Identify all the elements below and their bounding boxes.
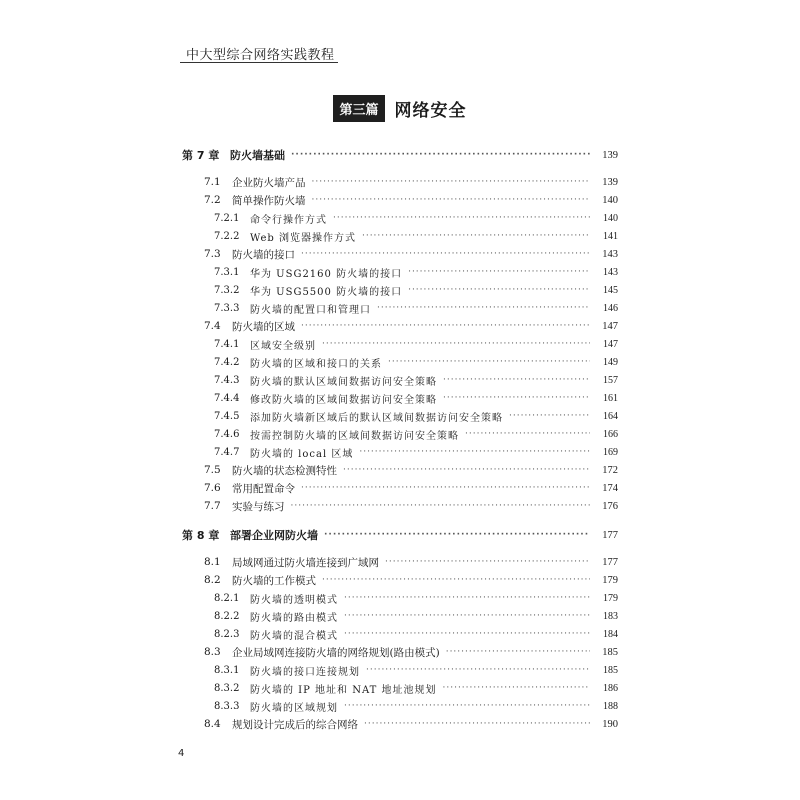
dot-leader (322, 574, 590, 586)
dot-leader (366, 664, 590, 676)
dot-leader (324, 529, 590, 541)
toc-entry-page: 184 (603, 628, 618, 640)
toc-entry-number: 7.4.3 (214, 374, 240, 386)
toc-entry-number: 8.3.1 (214, 664, 240, 676)
toc-entry-chapter[interactable] (182, 525, 618, 545)
dot-leader (344, 610, 590, 622)
dot-leader (312, 176, 591, 188)
dot-leader (362, 230, 590, 242)
toc-entry-page: 185 (603, 664, 618, 676)
toc-entry-number: 第 8 章 (182, 529, 220, 542)
toc-entry-title: 防火墙的透明模式 (250, 594, 338, 606)
toc-entry-page: 183 (603, 610, 618, 622)
toc-entry-subsection[interactable] (182, 625, 618, 643)
toc-entry-title: 命令行操作方式 (250, 214, 327, 226)
toc-entry-number: 8.3.2 (214, 682, 240, 694)
toc-entry-title: 添加防火墙新区域后的默认区域间数据访问安全策略 (250, 412, 503, 424)
toc-entry-subsection[interactable] (182, 443, 618, 461)
toc-entry-section[interactable] (182, 571, 618, 589)
toc-entry-subsection[interactable] (182, 227, 618, 245)
toc-entry-title: 防火墙的状态检测特性 (232, 464, 337, 477)
toc-entry-title: 防火墙的工作模式 (232, 574, 316, 587)
toc-entry-section[interactable] (182, 553, 618, 571)
dot-leader (333, 212, 590, 224)
toc-entry-title: 防火墙的路由模式 (250, 612, 338, 624)
chapter-gap (182, 515, 618, 525)
dot-leader (408, 266, 590, 278)
toc-entry-section[interactable] (182, 643, 618, 661)
toc-entry-number: 7.3.1 (214, 266, 240, 278)
toc-entry-page: 177 (602, 556, 618, 568)
toc-entry-page: 141 (603, 230, 618, 242)
toc-entry-title: 华为 USG2160 防火墙的接口 (250, 268, 403, 280)
toc-entry-number: 8.3 (204, 646, 221, 658)
toc-entry-title: 企业防火墙产品 (232, 176, 306, 189)
dot-leader (388, 356, 590, 368)
toc-entry-subsection[interactable] (182, 353, 618, 371)
toc-entry-page: 166 (603, 428, 618, 440)
dot-leader (443, 682, 591, 694)
toc-entry-title: 防火墙基础 (230, 149, 285, 162)
toc-entry-subsection[interactable] (182, 589, 618, 607)
chapter-after-gap (182, 165, 618, 173)
header-rule (180, 62, 338, 63)
toc-entry-number: 7.4.7 (214, 446, 240, 458)
toc-entry-page: 169 (603, 446, 618, 458)
toc-entry-number: 7.7 (204, 500, 221, 512)
toc-entry-section[interactable] (182, 715, 618, 733)
toc-entry-page: 190 (602, 718, 618, 730)
toc-entry-number: 8.4 (204, 718, 221, 730)
toc-entry-page: 164 (603, 410, 618, 422)
toc-entry-title: 防火墙的 IP 地址和 NAT 地址池规划 (250, 684, 437, 696)
toc-entry-page: 139 (602, 149, 618, 161)
toc-entry-title: 区域安全级别 (250, 340, 316, 352)
toc-entry-title: 部署企业网防火墙 (230, 529, 318, 542)
toc-entry-section[interactable] (182, 479, 618, 497)
toc-entry-title: Web 浏览器操作方式 (250, 232, 356, 244)
toc-entry-number: 8.1 (204, 556, 221, 568)
toc-entry-title: 常用配置命令 (232, 482, 295, 495)
toc-entry-number: 7.4 (204, 320, 221, 332)
toc-entry-title: 企业局域网连接防火墙的网络规划(路由模式) (232, 646, 440, 659)
toc-entry-chapter[interactable] (182, 145, 618, 165)
toc-entry-title: 防火墙的混合模式 (250, 630, 338, 642)
toc-entry-page: 188 (603, 700, 618, 712)
toc-entry-number: 7.2 (204, 194, 221, 206)
dot-leader (344, 592, 590, 604)
dot-leader (301, 320, 590, 332)
dot-leader (344, 700, 590, 712)
toc-entry-page: 147 (602, 320, 618, 332)
toc-entry-number: 8.2.3 (214, 628, 240, 640)
dot-leader (465, 428, 590, 440)
toc-entry-number: 7.4.2 (214, 356, 240, 368)
dot-leader (291, 500, 591, 512)
dot-leader (408, 284, 590, 296)
toc-entry-title: 防火墙的接口连接规划 (250, 666, 360, 678)
toc-entry-page: 146 (603, 302, 618, 314)
dot-leader (364, 718, 590, 730)
dot-leader (343, 464, 590, 476)
toc-entry-page: 140 (603, 212, 618, 224)
dot-leader (377, 302, 590, 314)
toc-entry-page: 179 (602, 574, 618, 586)
toc-entry-number: 第 7 章 (182, 149, 220, 162)
toc-entry-number: 7.4.4 (214, 392, 240, 404)
toc-entry-number: 7.3.3 (214, 302, 240, 314)
toc-entry-title: 防火墙的配置口和管理口 (250, 304, 371, 316)
chapter-after-gap (182, 545, 618, 553)
toc-entry-subsection[interactable] (182, 281, 618, 299)
running-title: 中大型综合网络实践教程 (186, 48, 335, 63)
toc-entry-number: 7.1 (204, 176, 221, 188)
toc-entry-page: 157 (603, 374, 618, 386)
part-heading (0, 95, 800, 122)
toc-entry-page: 174 (602, 482, 618, 494)
dot-leader (301, 482, 590, 494)
toc-entry-page: 147 (603, 338, 618, 350)
toc-entry-section[interactable] (182, 461, 618, 479)
toc-entry-title: 防火墙的区域 (232, 320, 295, 333)
toc-entry-page: 179 (603, 592, 618, 604)
toc-entry-section[interactable] (182, 245, 618, 263)
part-badge: 第三篇 (333, 95, 384, 122)
toc-entry-subsection[interactable] (182, 679, 618, 697)
table-of-contents (182, 145, 618, 733)
toc-entry-page: 143 (602, 248, 618, 260)
dot-leader (446, 646, 590, 658)
toc-entry-title: 防火墙的区域和接口的关系 (250, 358, 382, 370)
toc-entry-section[interactable] (182, 497, 618, 515)
page-number: 4 (178, 748, 185, 759)
toc-entry-page: 177 (602, 529, 618, 541)
toc-entry-subsection[interactable] (182, 263, 618, 281)
toc-entry-title: 防火墙的默认区域间数据访问安全策略 (250, 376, 437, 388)
toc-entry-subsection[interactable] (182, 209, 618, 227)
toc-entry-title: 按需控制防火墙的区域间数据访问安全策略 (250, 430, 459, 442)
toc-entry-title: 修改防火墙的区域间数据访问安全策略 (250, 394, 437, 406)
dot-leader (385, 556, 590, 568)
dot-leader (322, 338, 590, 350)
toc-entry-number: 8.2.1 (214, 592, 240, 604)
toc-entry-page: 140 (602, 194, 618, 206)
toc-entry-subsection[interactable] (182, 607, 618, 625)
toc-entry-number: 7.6 (204, 482, 221, 494)
toc-entry-number: 7.3 (204, 248, 221, 260)
toc-entry-page: 185 (602, 646, 618, 658)
toc-entry-page: 172 (602, 464, 618, 476)
toc-entry-title: 防火墙的区域规划 (250, 702, 338, 714)
toc-entry-section[interactable] (182, 191, 618, 209)
toc-entry-title: 实验与练习 (232, 500, 285, 513)
dot-leader (291, 149, 590, 161)
toc-entry-page: 143 (603, 266, 618, 278)
toc-entry-number: 7.2.1 (214, 212, 240, 224)
toc-entry-title: 简单操作防火墙 (232, 194, 306, 207)
toc-entry-subsection[interactable] (182, 661, 618, 679)
toc-entry-subsection[interactable] (182, 697, 618, 715)
toc-entry-page: 176 (602, 500, 618, 512)
dot-leader (312, 194, 591, 206)
dot-leader (443, 392, 590, 404)
toc-entry-page: 145 (603, 284, 618, 296)
toc-entry-title: 规划设计完成后的综合网络 (232, 718, 358, 731)
toc-entry-number: 7.4.5 (214, 410, 240, 422)
toc-entry-subsection[interactable] (182, 425, 618, 443)
toc-entry-page: 139 (602, 176, 618, 188)
toc-entry-page: 161 (603, 392, 618, 404)
dot-leader (359, 446, 590, 458)
toc-entry-title: 防火墙的 local 区域 (250, 448, 354, 460)
part-name: 网络安全 (394, 101, 467, 121)
toc-entry-number: 7.3.2 (214, 284, 240, 296)
toc-entry-number: 7.4.6 (214, 428, 240, 440)
toc-entry-section[interactable] (182, 173, 618, 191)
toc-entry-number: 7.4.1 (214, 338, 240, 350)
toc-entry-subsection[interactable] (182, 389, 618, 407)
toc-entry-title: 防火墙的接口 (232, 248, 295, 261)
toc-entry-subsection[interactable] (182, 335, 618, 353)
toc-entry-subsection[interactable] (182, 407, 618, 425)
toc-entry-page: 149 (603, 356, 618, 368)
dot-leader (301, 248, 590, 260)
toc-entry-section[interactable] (182, 317, 618, 335)
toc-entry-title: 局域网通过防火墙连接到广域网 (232, 556, 379, 569)
dot-leader (344, 628, 590, 640)
toc-entry-title: 华为 USG5500 防火墙的接口 (250, 286, 403, 298)
toc-entry-subsection[interactable] (182, 299, 618, 317)
toc-entry-number: 7.5 (204, 464, 221, 476)
toc-entry-subsection[interactable] (182, 371, 618, 389)
toc-entry-page: 186 (603, 682, 618, 694)
dot-leader (509, 410, 590, 422)
toc-entry-number: 7.2.2 (214, 230, 240, 242)
toc-entry-number: 8.2.2 (214, 610, 240, 622)
toc-entry-number: 8.2 (204, 574, 221, 586)
toc-entry-number: 8.3.3 (214, 700, 240, 712)
dot-leader (443, 374, 590, 386)
